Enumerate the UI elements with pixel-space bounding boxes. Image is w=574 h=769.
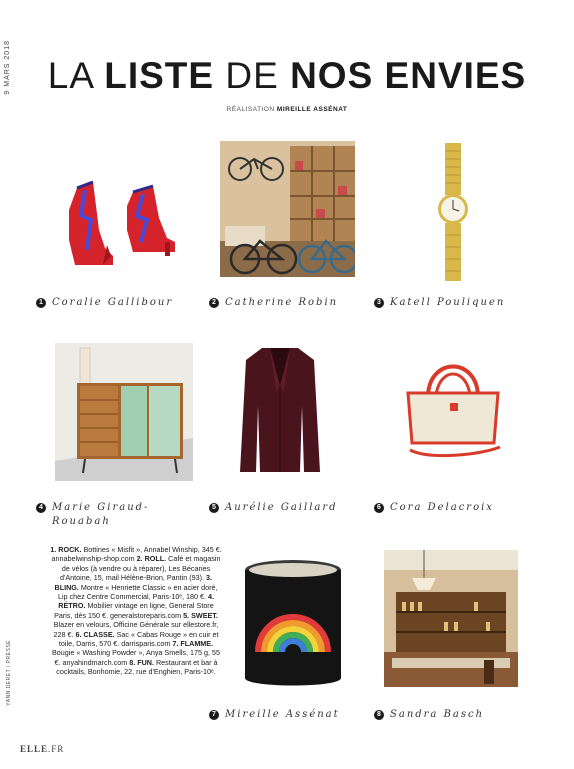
list-text: Montre « Henriette Classic » en acier doré, Lip chez Centre Commercial, Paris-10ᵉ, 180 €. [57,582,218,602]
velvet-blazer-image [240,346,320,476]
rainbow-candle-image [240,556,346,690]
caption-name: Sandra Basch [390,709,485,720]
photo-velvet-blazer [240,346,320,476]
list-text: Restaurant et bar à cocktails, Bonhomie, 22, rue d'Enghien, Paris-10ᵉ. [56,657,218,677]
list-text: Sac « Cabas Rouge » en cuir et toile, Darris, 570 €. darrisparis.com [58,629,219,649]
caption-6 [374,501,544,515]
realisation-credit [0,106,574,113]
caption-name: Coralie Gallibour [52,297,174,308]
title-word-la: LA [47,55,105,96]
photo-credit: YANN DERET / PRESSE [6,640,12,706]
footer-domain: .FR [48,744,65,754]
caption-5 [209,501,369,515]
title-word-nos-envies: NOS ENVIES [290,55,527,96]
photo-rainbow-candle [240,556,346,690]
photo-red-boots [55,170,195,275]
list-label: 3. BLING. [54,573,212,592]
caption-4 [36,501,196,529]
page-title [0,54,574,98]
photo-sideboard [55,343,193,481]
realisation-name: MIREILLE ASSÉNAT [276,106,348,113]
list-label: 5. SWEET. [183,610,218,620]
list-label: 2. ROLL. [136,554,167,564]
caption-1 [36,296,196,310]
caption-number: 1 [36,298,46,308]
caption-name: Aurélie Gaillard [225,502,338,513]
photo-tote-bag [400,355,506,465]
list-label: 1. ROCK. [50,545,82,554]
caption-2 [209,296,369,310]
caption-3 [374,296,544,310]
issue-date: 9 MARS 2018 [4,40,11,95]
bike-shop-image [220,141,355,277]
photo-restaurant-bar [384,550,518,687]
caption-number: 6 [374,503,384,513]
caption-name: Catherine Robin [225,297,339,308]
list-text: Bougie « Washing Powder », Anya Smells, 175 g, 55 €. anyahindmarch.com [52,648,220,667]
caption-number: 4 [36,503,46,513]
sideboard-image [55,343,193,481]
caption-number: 3 [374,298,384,308]
caption-number: 8 [374,710,384,720]
caption-8 [374,708,544,722]
list-label: 8. FUN. [129,657,154,667]
list-text: Blazer en velours, Officine Générale sur ellestore.fr, 228 €. [53,620,219,639]
tote-bag-image [400,355,506,465]
caption-7 [209,708,369,722]
list-text: Bottines « Misfit », Annabel Winship, 345 €. annabelwinship-shop.com [51,545,222,564]
list-text: Café et magasin de vélos (à vendre ou à réparer), Les Bécanes d'Antoine, 15, mail Hélène-Brion, Pantin (93). [60,554,221,583]
caption-number: 7 [209,710,219,720]
photo-gold-watch [428,143,478,283]
restaurant-bar-image [384,550,518,687]
title-word-de: DE [225,55,291,96]
gold-watch-image [428,143,478,283]
list-label: 4. RÉTRO. [58,592,215,611]
title-word-liste: LISTE [104,55,226,96]
caption-name: Cora Delacroix [390,502,494,513]
photo-bike-shop [220,141,355,277]
caption-name: Marie Giraud-Rouabah [52,502,150,527]
footer-brand: ELLE [20,744,49,754]
product-list [50,545,222,677]
red-boots-image [55,170,195,275]
caption-name: Mireille Assénat [225,709,340,720]
list-text: Mobilier vintage en ligne, General Store Paris, dès 150 €. generalstoreparis.com [54,601,214,620]
caption-number: 5 [209,503,219,513]
list-label: 7. FLAMME. [172,639,214,649]
realisation-label: RÉALISATION [226,106,277,113]
caption-number: 2 [209,298,219,308]
list-label: 6. CLASSE. [75,629,115,639]
page-footer [20,744,64,754]
caption-name: Katell Pouliquen [390,297,506,308]
